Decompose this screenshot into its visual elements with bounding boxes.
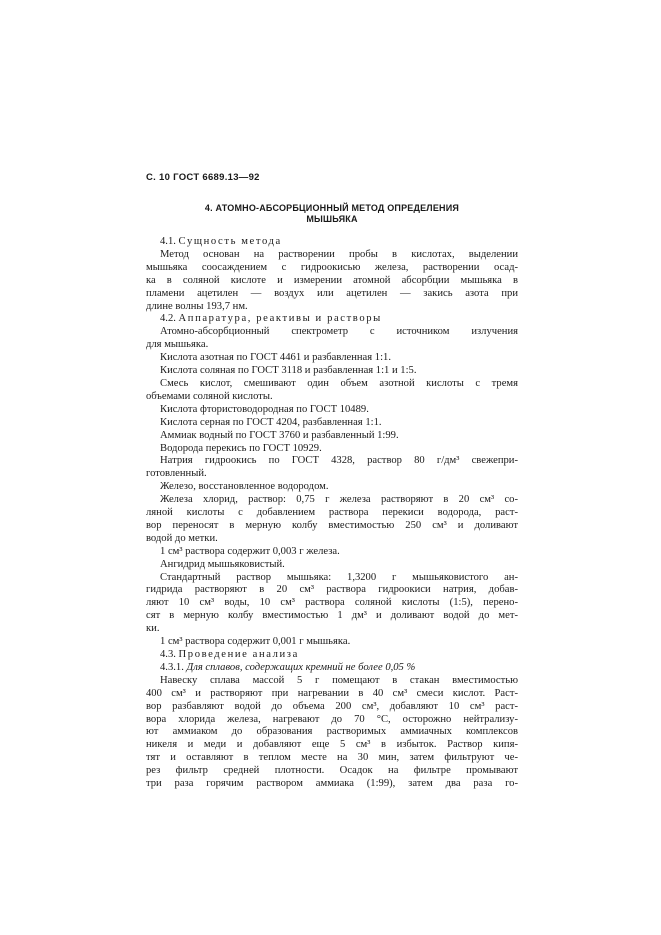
paragraph-4-1 <box>146 249 518 314</box>
subsection-heading-4-3-1 <box>146 662 518 675</box>
list-item <box>146 559 518 572</box>
subsection-number: 4.3.1. <box>160 661 184 673</box>
list-item <box>146 365 518 378</box>
text-line: Железа хлорид, раствор: 0,75 г железа растворяют в 20 см³ со- <box>160 494 518 506</box>
text-line: вор разбавляют водой до объема 200 см³, добавляют 10 см³ раст- <box>146 700 518 712</box>
document-page <box>146 172 518 791</box>
text-line: 400 см³ и растворяют при нагревании в 40 см³ смеси кислот. Раст- <box>146 687 518 699</box>
text-line: мышьяка соосаждением с гидроокисью железа, растворении осад- <box>146 261 518 273</box>
list-item <box>146 443 518 456</box>
text-line: сят в мерную колбу вместимостью 1 дм³ и доливают водой до мет- <box>146 610 518 622</box>
list-item <box>146 546 518 559</box>
text-line: пламени ацетилен — воздух или ацетилен — закись азота при <box>146 287 518 299</box>
text-line: ляной кислоты с добавлением раствора перекиси водорода, раст- <box>146 507 518 519</box>
subsection-number: 4.2. <box>160 313 176 325</box>
text-line: водой до метки. <box>146 532 218 544</box>
document-body <box>146 236 518 791</box>
text-line: Аммиак водный по ГОСТ 3760 и разбавленный 1:99. <box>160 429 399 441</box>
text-line: Кислота соляная по ГОСТ 3118 и разбавленная 1:1 и 1:5. <box>160 365 417 377</box>
list-item <box>146 481 518 494</box>
subsection-heading-4-1 <box>146 236 518 249</box>
text-line: никеля и меди и добавляют еще 5 см³ в избыток. Раствор кипя- <box>146 739 518 751</box>
text-line: 1 см³ раствора содержит 0,001 г мышьяка. <box>160 636 351 648</box>
text-line: вора хлорида железа, нагревают до 70 °С, осторожно нейтрализу- <box>146 713 518 725</box>
list-item <box>146 494 518 546</box>
text-line: Натрия гидроокись по ГОСТ 4328, раствор 80 г/дм³ свежепри- <box>160 455 518 467</box>
text-line: Железо, восстановленное водородом. <box>160 481 329 493</box>
text-line: объемами соляной кислоты. <box>146 390 273 402</box>
subsection-number: 4.3. <box>160 649 176 660</box>
subsection-heading-text: Проведение анализа <box>178 649 299 660</box>
text-line: вор переносят в мерную колбу вместимостью 250 см³ и доливают <box>146 519 518 531</box>
list-item <box>146 430 518 443</box>
list-item <box>146 417 518 430</box>
text-line: ка в соляной кислоте и измерении атомной абсорбции мышьяка в <box>146 274 518 286</box>
text-line: Метод основан на растворении пробы в кислотах, выделении <box>160 248 518 260</box>
list-item <box>146 455 518 481</box>
text-line: 1 см³ раствора содержит 0,003 г железа. <box>160 545 340 557</box>
paragraph-4-3-1 <box>146 675 518 791</box>
text-line: тят и оставляют в теплом месте на 30 мин, затем фильтруют че- <box>146 752 518 764</box>
subsection-heading-text: Сущность метода <box>178 236 282 247</box>
section-title <box>146 203 518 225</box>
text-line: три раза горячим раствором аммиака (1:99), затем два раза го- <box>146 778 518 790</box>
list-item <box>146 352 518 365</box>
list-item <box>146 378 518 404</box>
text-line: Навеску сплава массой 5 г помещают в стакан вместимостью <box>160 674 518 686</box>
section-title-line-2: МЫШЬЯКА <box>306 214 358 224</box>
text-line: Кислота фтористоводородная по ГОСТ 10489. <box>160 403 369 415</box>
text-line: для мышьяка. <box>146 339 209 351</box>
text-line: Кислота азотная по ГОСТ 4461 и разбавленная 1:1. <box>160 352 391 364</box>
text-line: Кислота серная по ГОСТ 4204, разбавленная 1:1. <box>160 416 382 428</box>
text-line: длине волны 193,7 нм. <box>146 300 248 312</box>
list-item <box>146 636 518 649</box>
text-line: Ангидрид мышьяковистый. <box>160 558 285 570</box>
list-item <box>146 404 518 417</box>
subsection-heading-text: Для сплавов, содержащих кремний не более 0,05 % <box>186 661 416 673</box>
page-header: С. 10 ГОСТ 6689.13—92 <box>146 172 260 183</box>
text-line: гидрида растворяют в 20 см³ раствора гидроокиси натрия, добав- <box>146 584 518 596</box>
subsection-heading-text: Аппаратура, реактивы и растворы <box>178 313 382 325</box>
text-line: ки. <box>146 623 160 635</box>
text-line: Стандартный раствор мышьяка: 1,3200 г мышьяковистого ан- <box>160 571 518 583</box>
text-line: Водорода перекись по ГОСТ 10929. <box>160 442 322 454</box>
list-item <box>146 326 518 352</box>
text-line: готовленный. <box>146 468 207 480</box>
reagents-list <box>146 326 518 649</box>
section-title-line-1: 4. АТОМНО-АБСОРБЦИОННЫЙ МЕТОД ОПРЕДЕЛЕНИЯ <box>204 203 460 213</box>
text-line: Смесь кислот, смешивают один объем азотной кислоты с тремя <box>160 377 518 389</box>
text-line: ют аммиаком до образования растворимых аммиачных комплексов <box>146 726 518 738</box>
text-line: рез фильтр средней плотности. Осадок на фильтре промывают <box>146 765 518 777</box>
list-item <box>146 572 518 637</box>
subsection-heading-4-2 <box>146 313 518 326</box>
subsection-number: 4.1. <box>160 236 176 247</box>
text-line: Атомно-абсорбционный спектрометр с источником излучения <box>160 326 518 338</box>
text-line: ляют 10 см³ воды, 10 см³ раствора соляной кислоты (1:5), перено- <box>146 597 518 609</box>
subsection-heading-4-3 <box>146 649 518 662</box>
